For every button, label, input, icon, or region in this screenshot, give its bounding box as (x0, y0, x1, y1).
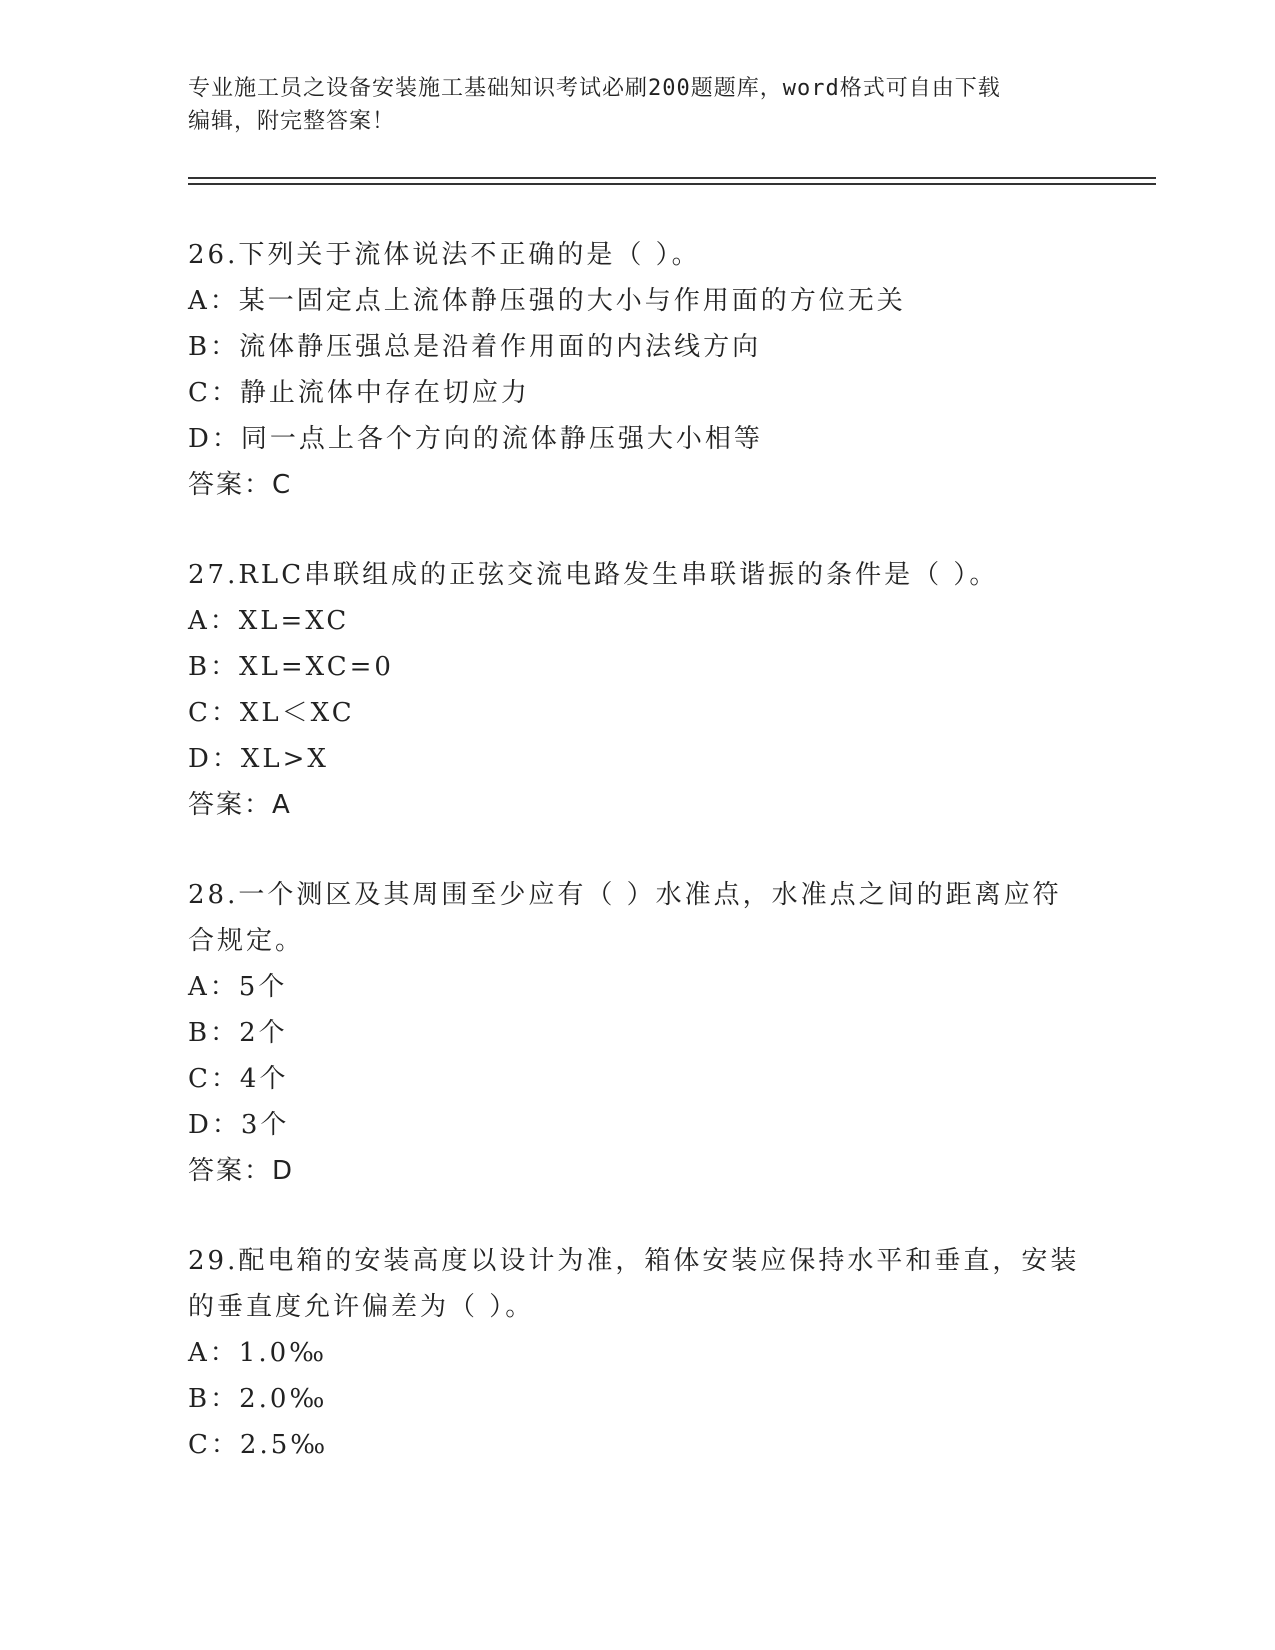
option-letter: A： (188, 286, 239, 316)
document-header (188, 72, 1088, 138)
option-text: 4个 (239, 1064, 289, 1094)
option-text: 2.5‰ (239, 1430, 329, 1460)
option-text: 流体静压强总是沿着作用面的内法线方向 (239, 332, 762, 362)
option-letter: A： (188, 972, 239, 1002)
option-letter: B： (188, 1018, 240, 1048)
option-text: XL>X (240, 744, 329, 774)
option-text: 3个 (240, 1110, 290, 1140)
question-stem: 28.一个测区及其周围至少应有（ ）水准点，水准点之间的距离应符 (188, 880, 1062, 910)
option-letter: B： (188, 652, 240, 682)
option-letter: C： (188, 1430, 240, 1460)
question-stem-continued: 的垂直度允许偏差为（ ）。 (188, 1292, 535, 1322)
question-stem: 27.RLC串联组成的正弦交流电路发生串联谐振的条件是（ ）。 (188, 560, 999, 590)
option-letter: C： (188, 378, 240, 408)
option-d (188, 1102, 1088, 1148)
option-text: 静止流体中存在切应力 (239, 378, 530, 408)
option-c (188, 1422, 1088, 1468)
option-text: 2个 (239, 1018, 288, 1048)
option-letter: B： (188, 1384, 240, 1414)
option-letter: C： (188, 698, 240, 728)
option-text: 5个 (238, 972, 288, 1002)
option-letter: D： (188, 1110, 241, 1140)
option-text: 同一点上各个方向的流体静压强大小相等 (240, 424, 763, 454)
option-a (188, 278, 1088, 324)
option-a (188, 964, 1088, 1010)
option-c (188, 1056, 1088, 1102)
question-29 (188, 1238, 1088, 1468)
question-28 (188, 872, 1088, 1194)
option-b (188, 1376, 1088, 1422)
header-divider-top (188, 177, 1156, 179)
option-text: XL=XC (238, 606, 350, 636)
option-b (188, 1010, 1088, 1056)
question-stem-continued: 合规定。 (188, 926, 305, 956)
option-letter: A： (188, 606, 239, 636)
option-text: 某一固定点上流体静压强的大小与作用面的方位无关 (238, 286, 906, 316)
answer-line: 答案：D (188, 1156, 295, 1186)
option-letter: B： (188, 332, 240, 362)
option-d (188, 736, 1088, 782)
option-a (188, 1330, 1088, 1376)
option-b (188, 324, 1088, 370)
option-letter: C： (188, 1064, 240, 1094)
question-stem: 29.配电箱的安装高度以设计为准，箱体安装应保持水平和垂直，安装 (188, 1246, 1080, 1276)
option-text: XL=XC=0 (239, 652, 394, 682)
option-text: XL＜XC (239, 698, 355, 728)
answer-line: 答案：A (188, 790, 292, 820)
option-letter: D： (188, 424, 241, 454)
option-c (188, 690, 1088, 736)
option-a (188, 598, 1088, 644)
question-27 (188, 552, 1088, 828)
header-line-2: 编辑，附完整答案！ (188, 109, 396, 134)
option-text: 1.0‰ (238, 1338, 328, 1368)
option-c (188, 370, 1088, 416)
header-divider-bottom (188, 183, 1156, 185)
answer-line: 答案：C (188, 470, 293, 500)
header-line-1: 专业施工员之设备安装施工基础知识考试必刷200题题库，word格式可自由下载 (188, 76, 1001, 101)
option-letter: A： (188, 1338, 239, 1368)
question-26 (188, 232, 1088, 508)
option-b (188, 644, 1088, 690)
option-letter: D： (188, 744, 241, 774)
option-d (188, 416, 1088, 462)
question-stem: 26.下列关于流体说法不正确的是（ ）。 (188, 240, 701, 270)
option-text: 2.0‰ (239, 1384, 328, 1414)
